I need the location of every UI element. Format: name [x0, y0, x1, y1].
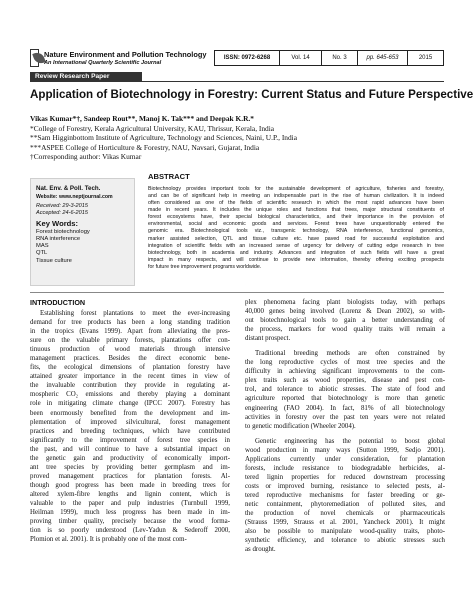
body-text-line: mospheric CO₂ emissions and thereby playing a dominant — [30, 391, 230, 399]
introduction-heading: INTRODUCTION — [30, 298, 86, 307]
abstract-line: integration of scientific fields with an increased sense of urgency for delivery of cutting edge research in tree — [148, 242, 444, 249]
body-text-line: fits, the ecological dimensions of plantation forestry have — [30, 364, 230, 372]
volume: Vol. 14 — [279, 51, 321, 65]
abstract-line: impact in many respects, and will continue to provide new information, thereby offering exciting prospects — [148, 256, 444, 263]
journal-abbreviation: Nat. Env. & Poll. Tech. — [36, 185, 101, 192]
body-text-line: proving timber quality, precisely because the wood forma- — [30, 518, 230, 526]
affiliation: **Sam Higginbottom Institute of Agriculture, Technology and Sciences, Naini, U.P., India — [30, 133, 298, 143]
body-text-line: (Strauss 1999, Strauss et al. 2001, Yancheck 2001). It might — [245, 519, 445, 527]
issn: ISSN: 0972-6268 — [223, 55, 271, 61]
body-text-line: the production of novel chemicals or pharmaceuticals — [245, 510, 445, 518]
affiliation: *College of Forestry, Kerala Agricultural University, KAU, Thrissur, Kerala, India — [30, 123, 275, 133]
body-text-line: role in mitigating climate change (IPCC 2007). Forestry has — [30, 400, 230, 408]
page-range: pp. 645-653 — [357, 51, 407, 65]
abstract-line: biotechnology, both in academia and industry. Advances and integration of such fields will have a great — [148, 249, 444, 256]
body-text-line: agriculture reported that biotechnology is more than genetic — [245, 395, 445, 403]
body-column-left — [30, 309, 230, 544]
abstract-line: genomic era. Biotechnological tools viz., transgenic technology, RNA interference, functional genomics, — [148, 228, 444, 235]
body-text-line: Heilman 1999), much less progress has been made in im- — [30, 509, 230, 517]
body-text-line: tion is so poorly understood (Lev-Yadun & Sederoff 2000, — [30, 527, 230, 535]
body-text-line: management practices. Besides the direct economic bene- — [30, 355, 230, 363]
body-text-line: valuable to the paper and pulp industries (Turnbull 1999, — [30, 499, 230, 507]
body-text-line: to genetic modification (Wheeler 2004). — [245, 422, 356, 430]
article-info-box — [30, 178, 135, 286]
received-date: Received: 29-3-2015 — [36, 203, 88, 209]
body-text-line: plex traits such as wood properties, disease and pest con- — [245, 377, 445, 385]
body-text-line: as drought. — [245, 546, 276, 554]
body-text-line: tered reproductive mechanisms for faster breeding or ge- — [245, 491, 445, 499]
body-text-line: plementation of improved silvicultural, forest management — [30, 418, 230, 426]
body-text-line: been enormously benefited from the development and im- — [30, 409, 230, 417]
body-text-line: the past, and will continue to have a substantial impact on — [30, 445, 230, 453]
body-text-line: wood production in many ways (Sutton 1999, Sedjo 2001). — [245, 446, 445, 454]
body-text-line: sure on the valuable primary forests, plantations offer con- — [30, 337, 230, 345]
abstract-line: environmental, social and economic goods and services. Forest trees have unquestionably entered the — [148, 221, 444, 228]
abstract-line: for future tree improvement programs worldwide. — [148, 263, 262, 270]
abstract-line: marker assisted selection, QTL and tissue culture etc. have paved road for successful exploitation and — [148, 235, 444, 242]
body-text-line: though good progress has been made in breeding trees for — [30, 481, 230, 489]
body-text-line: ant tree species by providing better germplasm and im- — [30, 463, 230, 471]
corresponding-author: †Corresponding author: Vikas Kumar — [30, 152, 142, 162]
body-text-line: in the tropics (Evans 1999). Apart from alleviating the pres- — [30, 328, 230, 336]
body-text-line: synthetic efficiency, and tolerance to abiotic stresses such — [245, 537, 445, 545]
body-text-line: tinuous production of wood materials through intensive — [30, 346, 230, 354]
issue-number: No. 3 — [321, 51, 357, 65]
journal-website: Website: www.neptjournal.com — [36, 194, 113, 200]
body-text-line: proved management practices for plantation forests. Al- — [30, 472, 230, 480]
abstract-line: often considered as one of the fields of scientific research in which the most rapid advances have been — [148, 200, 444, 207]
article-dates — [36, 203, 129, 218]
keyword: Forest biotechnology — [36, 228, 90, 235]
journal-meta — [214, 50, 444, 66]
journal-header — [30, 47, 444, 70]
author-block — [30, 114, 444, 162]
body-text-line: costs or improved burning, resistance to selected pests, al- — [245, 482, 445, 490]
body-text-line: the process, markers for wood quality traits will remain a — [245, 326, 445, 334]
journal-name: Nature Environment and Pollution Technology — [44, 50, 207, 59]
body-text-line: forests, include resistance to biodegradable herbicides, al- — [245, 464, 445, 472]
leaf-icon — [30, 49, 39, 67]
body-text-line: Genetic engineering has the potential to boost global — [255, 437, 445, 445]
body-text-line: distant prospect. — [245, 335, 291, 343]
body-text-line: altered xylem-fibre lengths and lignin content, which is — [30, 490, 230, 498]
paper-title: Application of Biotechnology in Forestry: Current Status and Future Perspective — [30, 88, 474, 101]
journal-title-block — [44, 47, 207, 70]
body-text-line: plex phenomena facing plant biologists today, with perhaps — [245, 299, 445, 306]
body-text-line: trol, and tolerance to abiotic stresses. The state of food and — [245, 386, 445, 394]
author-names: Vikas Kumar*†, Sandeep Rout**, Manoj K. Tak*** and Deepak K.R.* — [30, 114, 254, 123]
section-divider — [30, 292, 444, 293]
accepted-date: Accepted: 24-6-2015 — [36, 210, 88, 217]
header-divider — [142, 81, 444, 82]
body-text-line: 40,000 genes being involved (Lorenz & Dean 2002), so with- — [245, 308, 445, 316]
body-text-line: activities in forestry over the past ten years were not related — [245, 413, 445, 421]
body-text-line: difficulty in achieving significant improvements to the com- — [245, 368, 445, 376]
abstract-line: forest ecosystems have, their special biological characteristics, and their importance in the provision of — [148, 214, 444, 221]
abstract-text — [148, 186, 444, 271]
body-text-line: significantly to the improvement of forest tree species in — [30, 436, 230, 444]
body-text-line: Plomion et al. 2001). It is probably one of the most com- — [30, 536, 187, 544]
year: 2015 — [407, 51, 443, 65]
body-text-line: Establishing forest plantations to meet the ever-increasing — [40, 310, 230, 317]
abstract-heading: ABSTRACT — [148, 172, 190, 181]
abstract-line: and can be of significant help in meeting an indispensable part in the rise of human civilization. It is indeed — [148, 193, 444, 200]
body-text-line: Traditional breeding methods are often constrained by — [255, 350, 445, 358]
keyword: RNA interference — [36, 236, 81, 243]
body-text-line: also be possible to manipulate wood-quality traits, photo- — [245, 528, 445, 536]
keyword: Tissue culture — [36, 257, 72, 264]
keyword: QTL — [36, 250, 48, 257]
body-column-right — [245, 298, 445, 554]
abstract-line: Biotechnology provides important tools for the sustainable development of agriculture, fisheries and forestry, — [148, 186, 444, 192]
body-text-line: netic containment, phytoremediation of polluted sites, and — [245, 500, 445, 508]
journal-subtitle: An International Quarterly Scientific Journal — [44, 60, 162, 66]
body-text-line: engineering (FAO 2004). In fact, 81% of all biotechnology — [245, 404, 445, 412]
body-text-line: attained greater importance in the recent times in view of — [30, 373, 230, 381]
abstract-line: made in recent years. It includes the unique roles and functions that trees, major structural constituents of — [148, 207, 444, 214]
body-text-line: demand for tree products has been a long standing tradition — [30, 319, 230, 327]
body-text-line: the long reproductive cycles of most tree species and the — [245, 359, 445, 367]
keywords-heading: Key Words: — [36, 218, 79, 228]
keyword: MAS — [36, 243, 49, 250]
body-text-line: the genetic gain and productivity of economically import- — [30, 454, 230, 462]
body-text-line: practices and breeding techniques, which have contributed — [30, 427, 230, 435]
affiliation: ***ASPEE College of Horticulture & Forestry, NAU, Navsari, Gujarat, India — [30, 142, 260, 152]
body-text-line: Applications currently under consideration, for plantation — [245, 455, 445, 463]
paper-type-banner: Review Research Paper — [30, 72, 142, 82]
body-text-line: out biotechnological tools to gain a better understanding of — [245, 317, 445, 325]
body-text-line: the invaluable contribution they provide in regulating at- — [30, 382, 230, 390]
body-text-line: tered lignin properties for reduced downstream processing — [245, 473, 445, 481]
